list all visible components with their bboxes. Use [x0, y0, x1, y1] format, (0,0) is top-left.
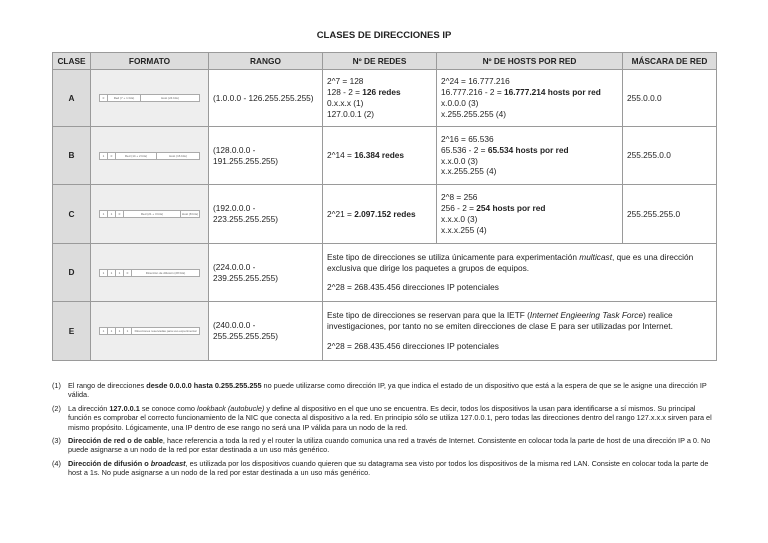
range-cell: (192.0.0.0 - 223.255.255.255): [209, 185, 323, 244]
footnote-bold: Dirección de difusión o: [68, 458, 151, 468]
footnote-3: [52, 436, 716, 455]
bit-cell: 1: [108, 328, 116, 334]
page-title: CLASES DE DIRECCIONES IP: [316, 30, 452, 41]
description-cell: [323, 244, 717, 302]
footnote-part: no puede utilizarse como dirección IP, ya que indica el estado de un dispositivo que está a la espera de que se le asigne una dirección IP válida.: [68, 381, 707, 400]
description-part: Este tipo de direcciones se reservan para que la IETF (: [327, 310, 530, 321]
footnote-2: [52, 404, 716, 432]
hosts-total: 16.777.214 hosts por red: [503, 87, 601, 98]
class-label: D: [53, 244, 91, 302]
bit-layout: [99, 327, 200, 335]
networks-cell: [323, 70, 437, 127]
header-redes: Nº DE REDES: [323, 53, 437, 70]
hosts-calc: 65.536 - 2 =: [441, 144, 488, 155]
hosts-total: 254 hosts por red: [476, 203, 546, 214]
range-cell: (1.0.0.0 - 126.255.255.255): [209, 70, 323, 127]
bit-field-host: Host (16 bits): [169, 153, 187, 158]
bit-layout: [99, 152, 200, 160]
bit-field-red: Red (21 + 3 bits): [124, 211, 181, 217]
networks-total: 2.097.152 redes: [354, 208, 416, 219]
header-formato: FORMATO: [91, 53, 209, 70]
footnote-part: La dirección: [68, 403, 110, 413]
bit-cell: 1: [124, 328, 132, 334]
table-row-class-c: [53, 185, 717, 244]
table-row-class-d: [53, 244, 717, 302]
bit-cell: 0: [124, 270, 132, 276]
bit-cell: 0: [108, 153, 116, 159]
footnote-bold-italic: broadcast: [150, 458, 186, 468]
footnote-part: y define al dispositivo en el que uno se encuentra. Es decir, todos los dispositivos la usan para identificarse a sí mismos. Su principal función es comprobar el correcto funcionamiento de la NIC que conecta al dispositivo a la red. En principio sólo se utiliza 127.0.0.1, pero todas las direcciones dentro del rango 127.x.x.x sirven para el mismo propósito. Lógicamente, una IP dentro de ese rango no será una IP válida para un nodo de la red.: [68, 403, 712, 432]
bit-cell: 1: [100, 270, 108, 276]
hosts-line: [441, 145, 618, 156]
mask-cell: 255.0.0.0: [623, 70, 717, 127]
description-text: [327, 310, 712, 332]
networks-line: [327, 87, 432, 98]
bit-cell: 0: [116, 211, 124, 217]
mask-cell: 255.255.0.0: [623, 127, 717, 185]
hosts-calc: 256 - 2 =: [441, 203, 477, 214]
hosts-total: 65.534 hosts por red: [487, 144, 569, 155]
hosts-line: [441, 203, 618, 214]
description-text: [327, 252, 712, 274]
footnote-bold: 127.0.0.1: [109, 403, 140, 413]
networks-line: [327, 209, 432, 220]
hosts-cell: [437, 185, 623, 244]
hosts-cell: [437, 127, 623, 185]
networks-total: 126 redes: [362, 87, 401, 98]
footnote-part: , es utilizada por los dispositivos cuando quieren que su datagrama sea visto por todos los dispositivos de la misma red LAN. Consiste en colocar toda la parte de host a 1s. No pude asignarse a un nodo de la red por estar destinada a un uso más genérico.: [68, 458, 709, 478]
format-diagram: [91, 70, 209, 127]
footnote-1: [52, 381, 716, 400]
table-row-class-b: [53, 127, 717, 185]
table-row-class-e: [53, 302, 717, 361]
footnote-number: (3): [52, 436, 61, 446]
bit-layout: [99, 269, 200, 277]
bit-cell: 1: [100, 153, 108, 159]
bit-cell: 1: [108, 270, 116, 276]
header-hosts: Nº DE HOSTS POR RED: [437, 53, 623, 70]
hosts-line: [441, 87, 618, 98]
range-cell: (128.0.0.0 - 191.255.255.255): [209, 127, 323, 185]
footnote-text: [68, 404, 716, 432]
networks-calc: 128 - 2 =: [327, 87, 363, 98]
footnote-number: (4): [52, 458, 61, 468]
hosts-line: 2^16 = 65.536: [441, 133, 494, 144]
networks-total: 16.384 redes: [354, 150, 405, 161]
bit-field-host: Host (8 bits): [181, 212, 199, 216]
description-count: 2^28 = 268.435.456 direcciones IP potenciales: [327, 340, 499, 351]
bit-field-red: Red (14 + 2 bits): [116, 153, 157, 159]
hosts-line: 2^8 = 256: [441, 192, 478, 203]
networks-cell: [323, 127, 437, 185]
table-header-row: [53, 53, 717, 70]
hosts-line: x.x.255.255 (4): [441, 166, 497, 177]
footnote-part: El rango de direcciones: [68, 381, 147, 390]
bit-layout: [99, 94, 200, 102]
footnote-part: , hace referencia a toda la red y el router la utiliza cuando comunica una red a través de Internet. Consistente en colocar toda la parte de host de una dirección IP a 0. No puede asignarse a un nodo de la red por estar destinada a un uso más genérico.: [68, 436, 711, 455]
bit-cell: 1: [116, 328, 124, 334]
networks-cell: [323, 185, 437, 244]
footnotes: [52, 381, 716, 482]
hosts-line: x.x.x.255 (4): [441, 224, 487, 235]
bit-cell: 1: [108, 211, 116, 217]
footnote-4: [52, 459, 716, 478]
footnote-part: se conoce como: [139, 403, 198, 413]
mask-cell: 255.255.255.0: [623, 185, 717, 244]
header-rango: RANGO: [209, 53, 323, 70]
footnote-text: [68, 459, 716, 478]
class-label: C: [53, 185, 91, 244]
table-row-class-a: [53, 70, 717, 127]
description-part: , que es una dirección exclusiva que dirige los paquetes a grupos de equipos.: [327, 251, 694, 273]
class-label: A: [53, 70, 91, 127]
bit-field-reserved: Direcciones reservadas para uso experimental: [134, 329, 197, 333]
hosts-line: x.0.0.0 (3): [441, 98, 479, 108]
header-mascara: MÁSCARA DE RED: [623, 53, 717, 70]
footnote-bold: desde 0.0.0.0 hasta 0.255.255.255: [146, 381, 262, 390]
format-diagram: [91, 127, 209, 185]
description-term: multicast: [579, 251, 613, 262]
range-cell: (224.0.0.0 - 239.255.255.255): [209, 244, 323, 302]
networks-line: 2^7 = 128: [327, 76, 364, 87]
footnote-text: [68, 381, 716, 400]
networks-line: [327, 150, 432, 161]
footnote-number: (1): [52, 381, 61, 390]
hosts-line: x.x.0.0 (3): [441, 155, 478, 166]
description-part: ) realice investigaciones, por tanto no se emiten direcciones de clase E para ser utilizadas por Internet.: [327, 310, 673, 332]
networks-calc: 2^14 =: [327, 150, 355, 161]
ip-classes-table: [52, 52, 717, 361]
description-cell: [323, 302, 717, 361]
bit-cell: 1: [100, 328, 108, 334]
description-count: 2^28 = 268.435.456 direcciones IP potenciales: [327, 282, 499, 293]
bit-field-host: Host (24 bits): [161, 96, 179, 100]
range-cell: (240.0.0.0 - 255.255.255.255): [209, 302, 323, 361]
hosts-line: x.x.x.0 (3): [441, 214, 478, 224]
description-term: Internet Engieering Task Force: [529, 310, 644, 321]
header-clase: CLASE: [53, 53, 91, 70]
footnote-number: (2): [52, 403, 61, 413]
networks-line: 0.x.x.x (1): [327, 98, 364, 108]
footnote-italic: lookback (autobucle): [197, 403, 265, 413]
bit-cell: 1: [100, 211, 108, 217]
networks-line: 127.0.0.1 (2): [327, 108, 375, 119]
footnote-text: [68, 436, 716, 455]
hosts-calc: 16.777.216 - 2 =: [441, 87, 504, 98]
description-part: Este tipo de direcciones se utiliza únicamente para experimentación: [327, 251, 580, 262]
hosts-line: x.255.255.255 (4): [441, 108, 507, 119]
bit-layout: [99, 210, 200, 218]
hosts-line: 2^24 = 16.777.216: [441, 76, 510, 87]
format-diagram: [91, 302, 209, 361]
bit-cell: 1: [116, 270, 124, 276]
networks-calc: 2^21 =: [327, 208, 355, 219]
footnote-bold: Dirección de red o de cable: [68, 436, 163, 446]
class-label: B: [53, 127, 91, 185]
bit-field-multicast: Dirección de difusión (28 bits): [145, 270, 186, 275]
class-label: E: [53, 302, 91, 361]
format-diagram: [91, 244, 209, 302]
format-diagram: [91, 185, 209, 244]
bit-field-red: Red (7 + 1 bits): [108, 95, 141, 101]
hosts-cell: [437, 70, 623, 127]
bit-cell: 0: [100, 95, 108, 101]
